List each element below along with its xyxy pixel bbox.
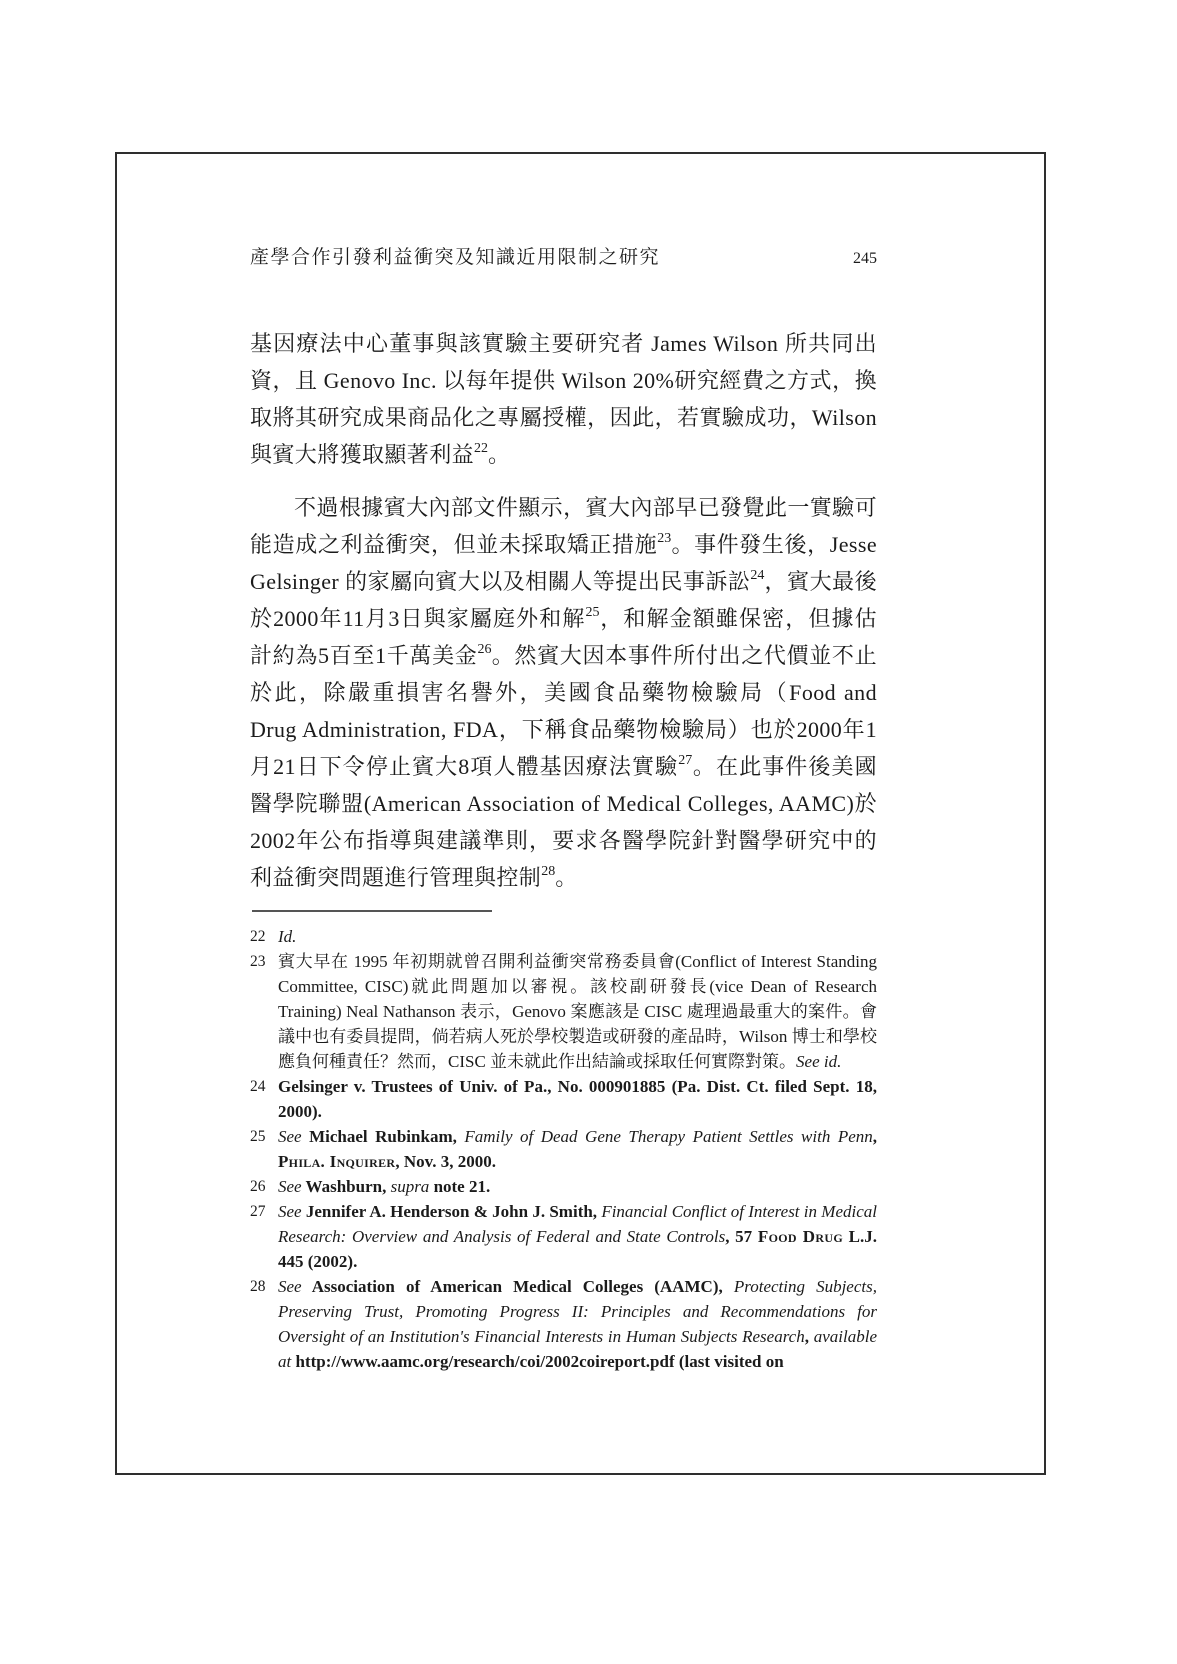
footnote-ref: 24 [750, 567, 765, 583]
text-run: Phila. Inquirer [278, 1152, 396, 1171]
footnote [250, 1274, 877, 1374]
text-run: , [872, 1127, 877, 1146]
text-run: 不過根據賓大內部文件顯示，賓大內部早已發覺此一實驗可能造成之利益衝突，但並未採取矯正措施 [250, 495, 877, 557]
text-run: note 21. [429, 1177, 491, 1196]
footnote-ref: 26 [477, 641, 492, 657]
footnote [250, 1074, 877, 1124]
footnote-ref: 28 [541, 863, 556, 879]
text-run: Id. [278, 927, 297, 946]
text-run: 。 [555, 865, 578, 890]
footnote [250, 1124, 877, 1174]
footnote-number: 26 [250, 1178, 266, 1195]
footnotes-list [250, 924, 877, 1374]
text-run: Family of Dead Gene Therapy Patient Settles with Penn [464, 1127, 873, 1146]
footnote [250, 1199, 877, 1274]
body-paragraph [250, 489, 877, 896]
text-run: ，和解金額雖保密，但據估計約為5百至1千萬美金 [250, 606, 877, 668]
text-run: See [278, 1177, 302, 1196]
text-run: 。 [488, 442, 511, 467]
page-title: 產學合作引發利益衝突及知識近用限制之研究 [250, 247, 661, 268]
page-content [250, 242, 877, 1374]
text-run: Gelsinger v. Trustees of Univ. of Pa., No. 000901885 (Pa. Dist. Ct. filed Sept. 18, 2000). [278, 1077, 877, 1121]
text-run: available at [278, 1327, 877, 1371]
text-run: Jennifer A. Henderson & John J. Smith, [301, 1202, 602, 1221]
page-number: 245 [853, 250, 877, 267]
footnote-ref: 27 [678, 752, 693, 768]
footnote-number: 23 [250, 953, 266, 970]
page-border-frame [115, 152, 1046, 1475]
body-paragraphs [250, 325, 877, 896]
text-run: Washburn, [301, 1177, 391, 1196]
text-run: , 57 [725, 1227, 758, 1246]
text-run: , [804, 1327, 814, 1346]
text-run: 。然賓大因本事件所付出之代價並不止於此，除嚴重損害名譽外，美國食品藥物檢驗局（Food and Drug Administration, FDA，下稱食品藥物檢驗局）也於2000年1月21日下令停止賓大8項人體基因療法實驗 [250, 643, 877, 779]
running-header [250, 242, 877, 269]
text-run: ，賓大最後於2000年11月3日與家屬庭外和解 [250, 569, 877, 631]
text-run: 。在此事件後美國醫學院聯盟(American Association of Medical Colleges, AAMC)於2002年公布指導與建議準則，要求各醫學院針對醫學研究中的利益衝突問題進行管理與控制 [250, 754, 877, 890]
footnote-ref: 25 [585, 604, 600, 620]
text-run: , Nov. 3, 2000. [395, 1152, 496, 1171]
footnote-number: 27 [250, 1203, 266, 1220]
footnote [250, 1174, 877, 1199]
text-run: Financial Conflict of Interest in Medical Research: Overview and Analysis of Federal and State Controls [278, 1202, 877, 1246]
text-run: Michael Rubinkam, [301, 1127, 465, 1146]
text-run: See [278, 1127, 302, 1146]
body-paragraph [250, 325, 877, 473]
text-run: L.J. 445 (2002). [278, 1227, 877, 1271]
text-run: 賓大早在 1995 年初期就曾召開利益衝突常務委員會(Conflict of Interest Standing Committee, CISC)就此問題加以審視。該校副研發長(vice Dean of Research Training) Neal Nathanson 表示，Genovo 案應該是 CISC 處理過最重大的案件。會議中也有委員提問，倘若病人死於學校製造或研發的產品時，Wilson 博士和學校應負何種責任？然而，CISC 並未就此作出結論或採取任何實際對策。 [278, 952, 877, 1071]
text-run: Food Drug [757, 1227, 843, 1246]
footnote [250, 924, 877, 949]
text-run: See [278, 1277, 302, 1296]
footnote-ref: 22 [474, 440, 489, 456]
text-run: Association of American Medical Colleges (AAMC), [301, 1277, 734, 1296]
text-run: See [278, 1202, 302, 1221]
footnote [250, 949, 877, 1074]
footnote-number: 22 [250, 928, 266, 945]
text-run: supra [390, 1177, 430, 1196]
footnote-number: 28 [250, 1278, 266, 1295]
text-run: Protecting Subjects, Preserving Trust, Promoting Progress II: Principles and Recommendations for Oversight of an Institution's Financial Interests in Human Subjects Research [278, 1277, 877, 1346]
text-run: See id. [796, 1052, 842, 1071]
text-run: http://www.aamc.org/research/coi/2002coireport.pdf (last visited on [291, 1352, 784, 1371]
footnote-number: 24 [250, 1078, 266, 1095]
text-run: 基因療法中心董事與該實驗主要研究者 James Wilson 所共同出資，且 Genovo Inc. 以每年提供 Wilson 20%研究經費之方式，換取將其研究成果商品化之專屬授權，因此，若實驗成功，Wilson 與賓大將獲取顯著利益 [250, 331, 877, 467]
footnote-separator [252, 910, 492, 912]
text-run: 。事件發生後，Jesse Gelsinger 的家屬向賓大以及相關人等提出民事訴訟 [250, 532, 878, 594]
footnote-ref: 23 [657, 530, 672, 546]
footnote-number: 25 [250, 1128, 266, 1145]
